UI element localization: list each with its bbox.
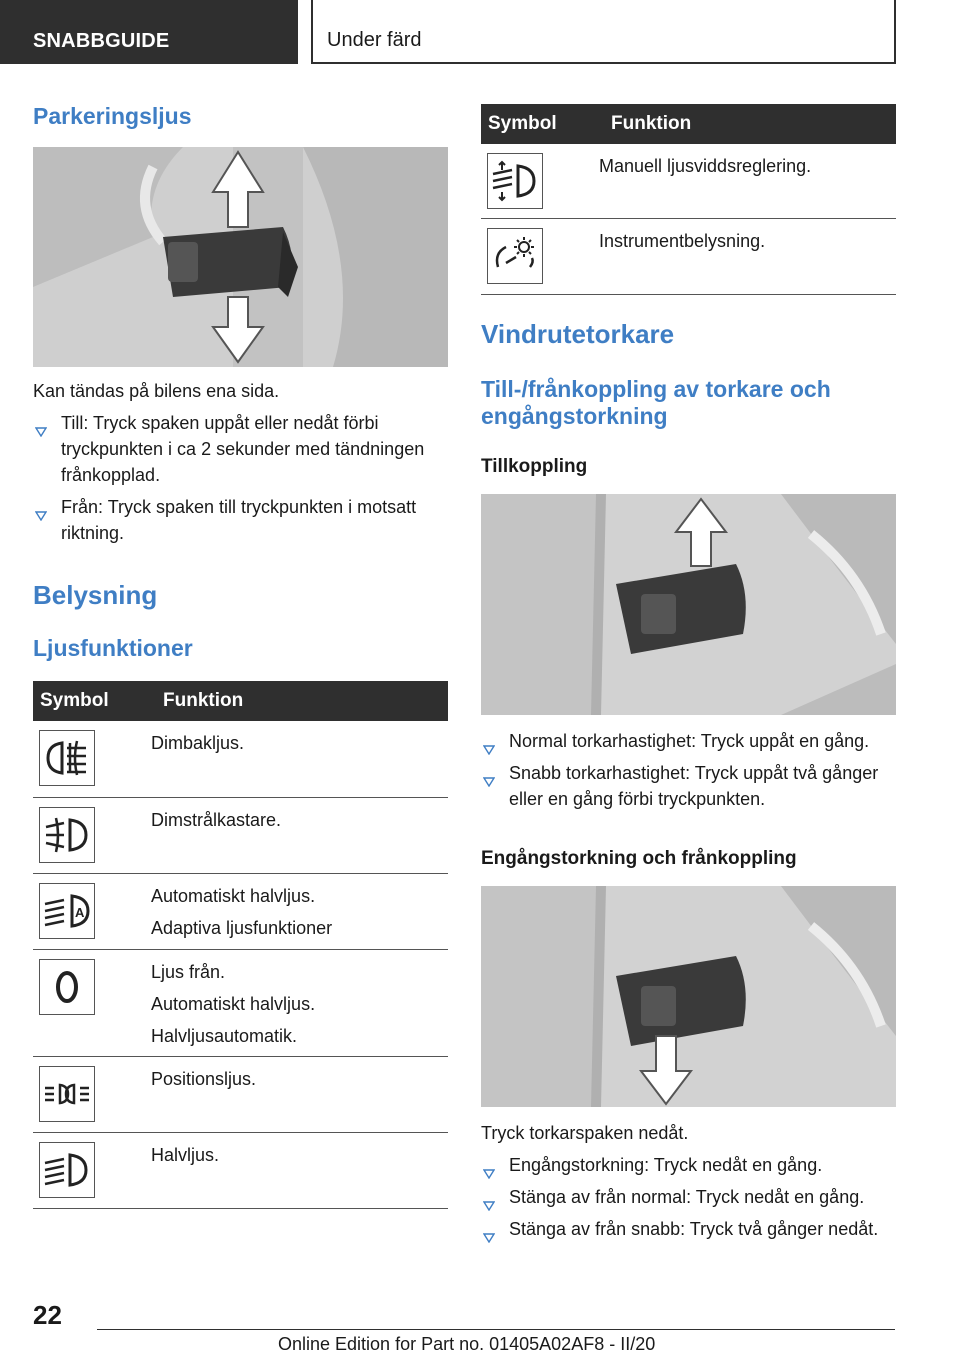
light-functions-table-continued bbox=[481, 104, 896, 295]
symbol-column-header: Symbol bbox=[33, 681, 151, 721]
parking-lever-illustration bbox=[33, 147, 448, 367]
function-text: Positionsljus. bbox=[151, 1068, 257, 1089]
rear-fog-light-icon bbox=[39, 730, 95, 786]
list-item: Stänga av från normal: Tryck nedåt en gång. bbox=[481, 1184, 896, 1210]
function-text: Instrumentbelysning. bbox=[599, 230, 766, 251]
function-text: Automatiskt halvljus. bbox=[151, 993, 316, 1014]
triangle-bullet-icon bbox=[35, 502, 47, 528]
footer-divider bbox=[97, 1329, 895, 1330]
chapter-tab bbox=[311, 0, 896, 64]
single-wipe-bullets bbox=[481, 1152, 896, 1248]
wiper-off-illustration bbox=[481, 886, 896, 1107]
function-text: Halvljus. bbox=[151, 1144, 220, 1165]
switch-on-bullets bbox=[481, 728, 896, 818]
triangle-bullet-icon bbox=[483, 1160, 495, 1186]
function-text: Dimbakljus. bbox=[151, 733, 245, 753]
table-row bbox=[481, 218, 896, 294]
light-functions-heading: Ljusfunktioner bbox=[33, 635, 193, 661]
single-wipe-text: Tryck torkarspaken nedåt. bbox=[481, 1123, 689, 1143]
list-item: Engångstorkning: Tryck nedåt en gång. bbox=[481, 1152, 896, 1178]
table-row bbox=[33, 873, 448, 949]
parking-lights-icon bbox=[39, 1066, 95, 1122]
light-functions-table bbox=[33, 681, 448, 1209]
function-text: Ljus från. bbox=[151, 961, 226, 982]
function-column-header: Funktion bbox=[151, 681, 448, 721]
triangle-bullet-icon bbox=[483, 1224, 495, 1250]
list-item: Från: Tryck spaken till tryckpunkten i motsatt riktning. bbox=[33, 494, 448, 546]
function-text: Dimstrålkastare. bbox=[151, 809, 282, 830]
chapter-title: Under färd bbox=[327, 29, 422, 51]
table-row bbox=[481, 144, 896, 218]
triangle-bullet-icon bbox=[483, 736, 495, 762]
table-row bbox=[33, 1056, 448, 1132]
function-text: Adaptiva ljusfunktioner bbox=[151, 917, 333, 938]
front-fog-light-icon bbox=[39, 807, 95, 863]
wiper-heading: Vindrutetorkare bbox=[481, 319, 675, 349]
table-row bbox=[33, 797, 448, 873]
triangle-bullet-icon bbox=[35, 418, 47, 444]
table-row bbox=[33, 949, 448, 1056]
table-row bbox=[33, 721, 448, 797]
symbol-column-header: Symbol bbox=[481, 104, 599, 144]
table-row bbox=[33, 1132, 448, 1208]
lighting-heading: Belysning bbox=[33, 580, 158, 610]
list-item: Snabb torkarhastighet: Tryck uppåt två gånger eller en gång förbi tryckpunkten. bbox=[481, 760, 896, 812]
auto-low-beam-icon bbox=[39, 883, 95, 939]
parking-lights-heading: Parkeringsljus bbox=[33, 103, 192, 129]
edition-note: Online Edition for Part no. 01405A02AF8 - II/20 bbox=[278, 1334, 656, 1354]
wiper-subheading: Till-/frånkoppling av torkare och engångstorkning bbox=[481, 376, 831, 429]
triangle-bullet-icon bbox=[483, 1192, 495, 1218]
low-beam-icon bbox=[39, 1142, 95, 1198]
triangle-bullet-icon bbox=[483, 768, 495, 794]
function-column-header: Funktion bbox=[599, 104, 896, 144]
instrument-lighting-icon bbox=[487, 228, 543, 284]
function-text: Manuell ljusviddsreglering. bbox=[599, 156, 812, 176]
function-text: Halvljusautomatik. bbox=[151, 1025, 298, 1046]
function-text: Automatiskt halvljus. bbox=[151, 885, 316, 906]
section-tab bbox=[0, 0, 298, 64]
wiper-on-illustration bbox=[481, 494, 896, 715]
list-item: Till: Tryck spaken uppåt eller nedåt förbi tryckpunkten i ca 2 sekunder med tändningen frånkopplad. bbox=[33, 410, 448, 488]
lights-off-icon bbox=[39, 959, 95, 1015]
list-item: Stänga av från snabb: Tryck två gånger nedåt. bbox=[481, 1216, 896, 1242]
list-item: Normal torkarhastighet: Tryck uppåt en gång. bbox=[481, 728, 896, 754]
section-title: SNABBGUIDE bbox=[33, 30, 170, 52]
parking-lights-bullets bbox=[33, 410, 448, 552]
switch-on-heading: Tillkoppling bbox=[481, 456, 588, 477]
svg-text:A: A bbox=[75, 904, 85, 920]
headlight-range-icon bbox=[487, 153, 543, 209]
single-wipe-heading: Engångstorkning och frånkoppling bbox=[481, 848, 797, 869]
page-number: 22 bbox=[33, 1300, 62, 1330]
parking-lights-text: Kan tändas på bilens ena sida. bbox=[33, 381, 280, 401]
